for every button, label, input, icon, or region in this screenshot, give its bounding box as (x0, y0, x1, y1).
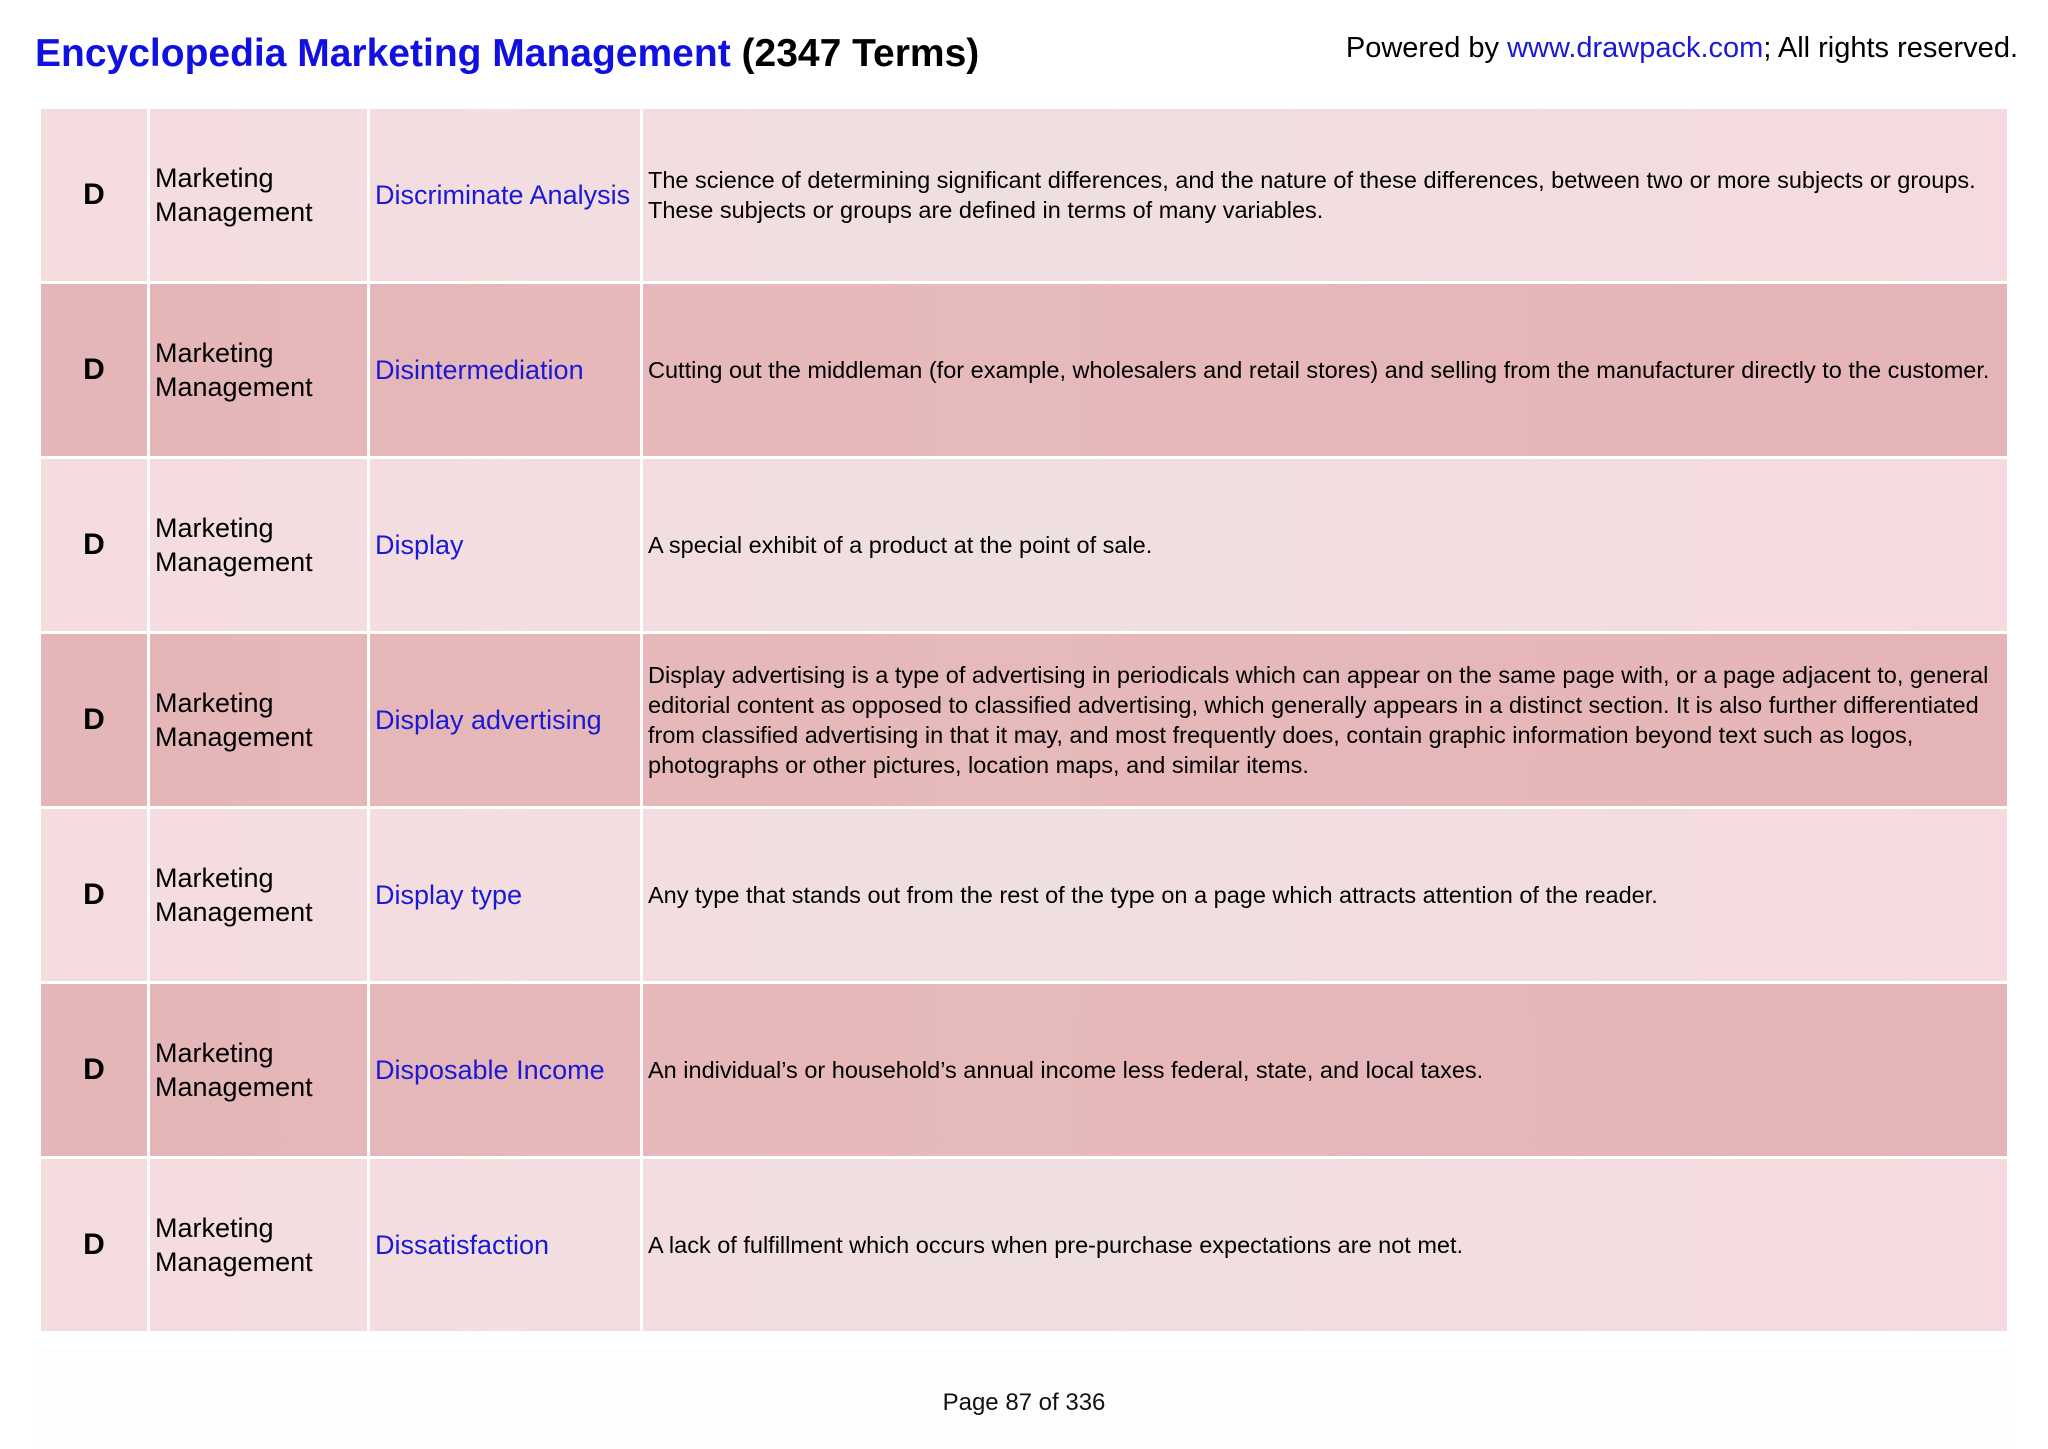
encyclopedia-title-link[interactable]: Encyclopedia Marketing Management (35, 32, 731, 75)
category-cell (149, 283, 369, 458)
letter-cell: D (40, 983, 149, 1158)
definition-cell: Any type that stands out from the rest of the type on a page which attracts attention of the reader. (642, 808, 2009, 983)
letter-cell: D (40, 1158, 149, 1333)
table-row (40, 458, 2009, 633)
category-line: Marketing (155, 1213, 274, 1243)
category-line: Management (155, 897, 313, 927)
term-link[interactable]: Display (369, 458, 642, 633)
category-cell (149, 458, 369, 633)
category-line: Management (155, 1247, 313, 1277)
page-footer (38, 1348, 2010, 1449)
definition-cell: A special exhibit of a product at the point of sale. (642, 458, 2009, 633)
rights-reserved-text: ; All rights reserved. (1763, 32, 2018, 64)
page-number: Page 87 of 336 (942, 1389, 1106, 1416)
table-row (40, 808, 2009, 983)
table-row (40, 283, 2009, 458)
page-title (35, 28, 979, 80)
definition-cell: A lack of fulfillment which occurs when pre-purchase expectations are not met. (642, 1158, 2009, 1333)
term-link[interactable]: Disposable Income (369, 983, 642, 1158)
table-row (40, 633, 2009, 808)
category-cell (149, 633, 369, 808)
definition-cell: Cutting out the middleman (for example, wholesalers and retail stores) and selling from the manufacturer directly to the customer. (642, 283, 2009, 458)
definition-cell: An individual’s or household’s annual income less federal, state, and local taxes. (642, 983, 2009, 1158)
term-link[interactable]: Display advertising (369, 633, 642, 808)
definition-cell: The science of determining significant differences, and the nature of these differences, between two or more subjects or groups. These subjects or groups are defined in terms of many variables. (642, 108, 2009, 283)
category-cell (149, 808, 369, 983)
category-line: Marketing (155, 1038, 274, 1068)
category-line: Management (155, 1072, 313, 1102)
category-cell (149, 108, 369, 283)
category-line: Management (155, 722, 313, 752)
term-link[interactable]: Dissatisfaction (369, 1158, 642, 1333)
category-line: Marketing (155, 863, 274, 893)
letter-cell: D (40, 458, 149, 633)
table-row (40, 1158, 2009, 1333)
letter-cell: D (40, 808, 149, 983)
category-line: Management (155, 372, 313, 402)
term-link[interactable]: Discriminate Analysis (369, 108, 642, 283)
category-line: Management (155, 197, 313, 227)
table-row (40, 108, 2009, 283)
term-link[interactable]: Display type (369, 808, 642, 983)
category-cell (149, 1158, 369, 1333)
powered-by-prefix: Powered by (1345, 32, 1508, 64)
category-cell (149, 983, 369, 1158)
powered-by-notice (1346, 28, 2018, 68)
letter-cell: D (40, 283, 149, 458)
category-line: Management (155, 547, 313, 577)
letter-cell: D (40, 633, 149, 808)
drawpack-link[interactable]: www.drawpack.com (1507, 32, 1764, 64)
definition-cell: Display advertising is a type of advertising in periodicals which can appear on the same page with, or a page adjacent to, general editorial content as opposed to classified advertising, which generally appears in a distinct section. It is also further differentiated from classified advertising in that it may, and most frequently does, contain graphic information beyond text such as logos, photographs or other pictures, location maps, and similar items. (642, 633, 2009, 808)
term-link[interactable]: Disintermediation (369, 283, 642, 458)
letter-cell: D (40, 108, 149, 283)
category-line: Marketing (155, 163, 274, 193)
term-count: (2347 Terms) (741, 32, 980, 75)
terms-table (38, 106, 2010, 1334)
category-line: Marketing (155, 688, 274, 718)
table-row (40, 983, 2009, 1158)
category-line: Marketing (155, 513, 274, 543)
category-line: Marketing (155, 338, 274, 368)
